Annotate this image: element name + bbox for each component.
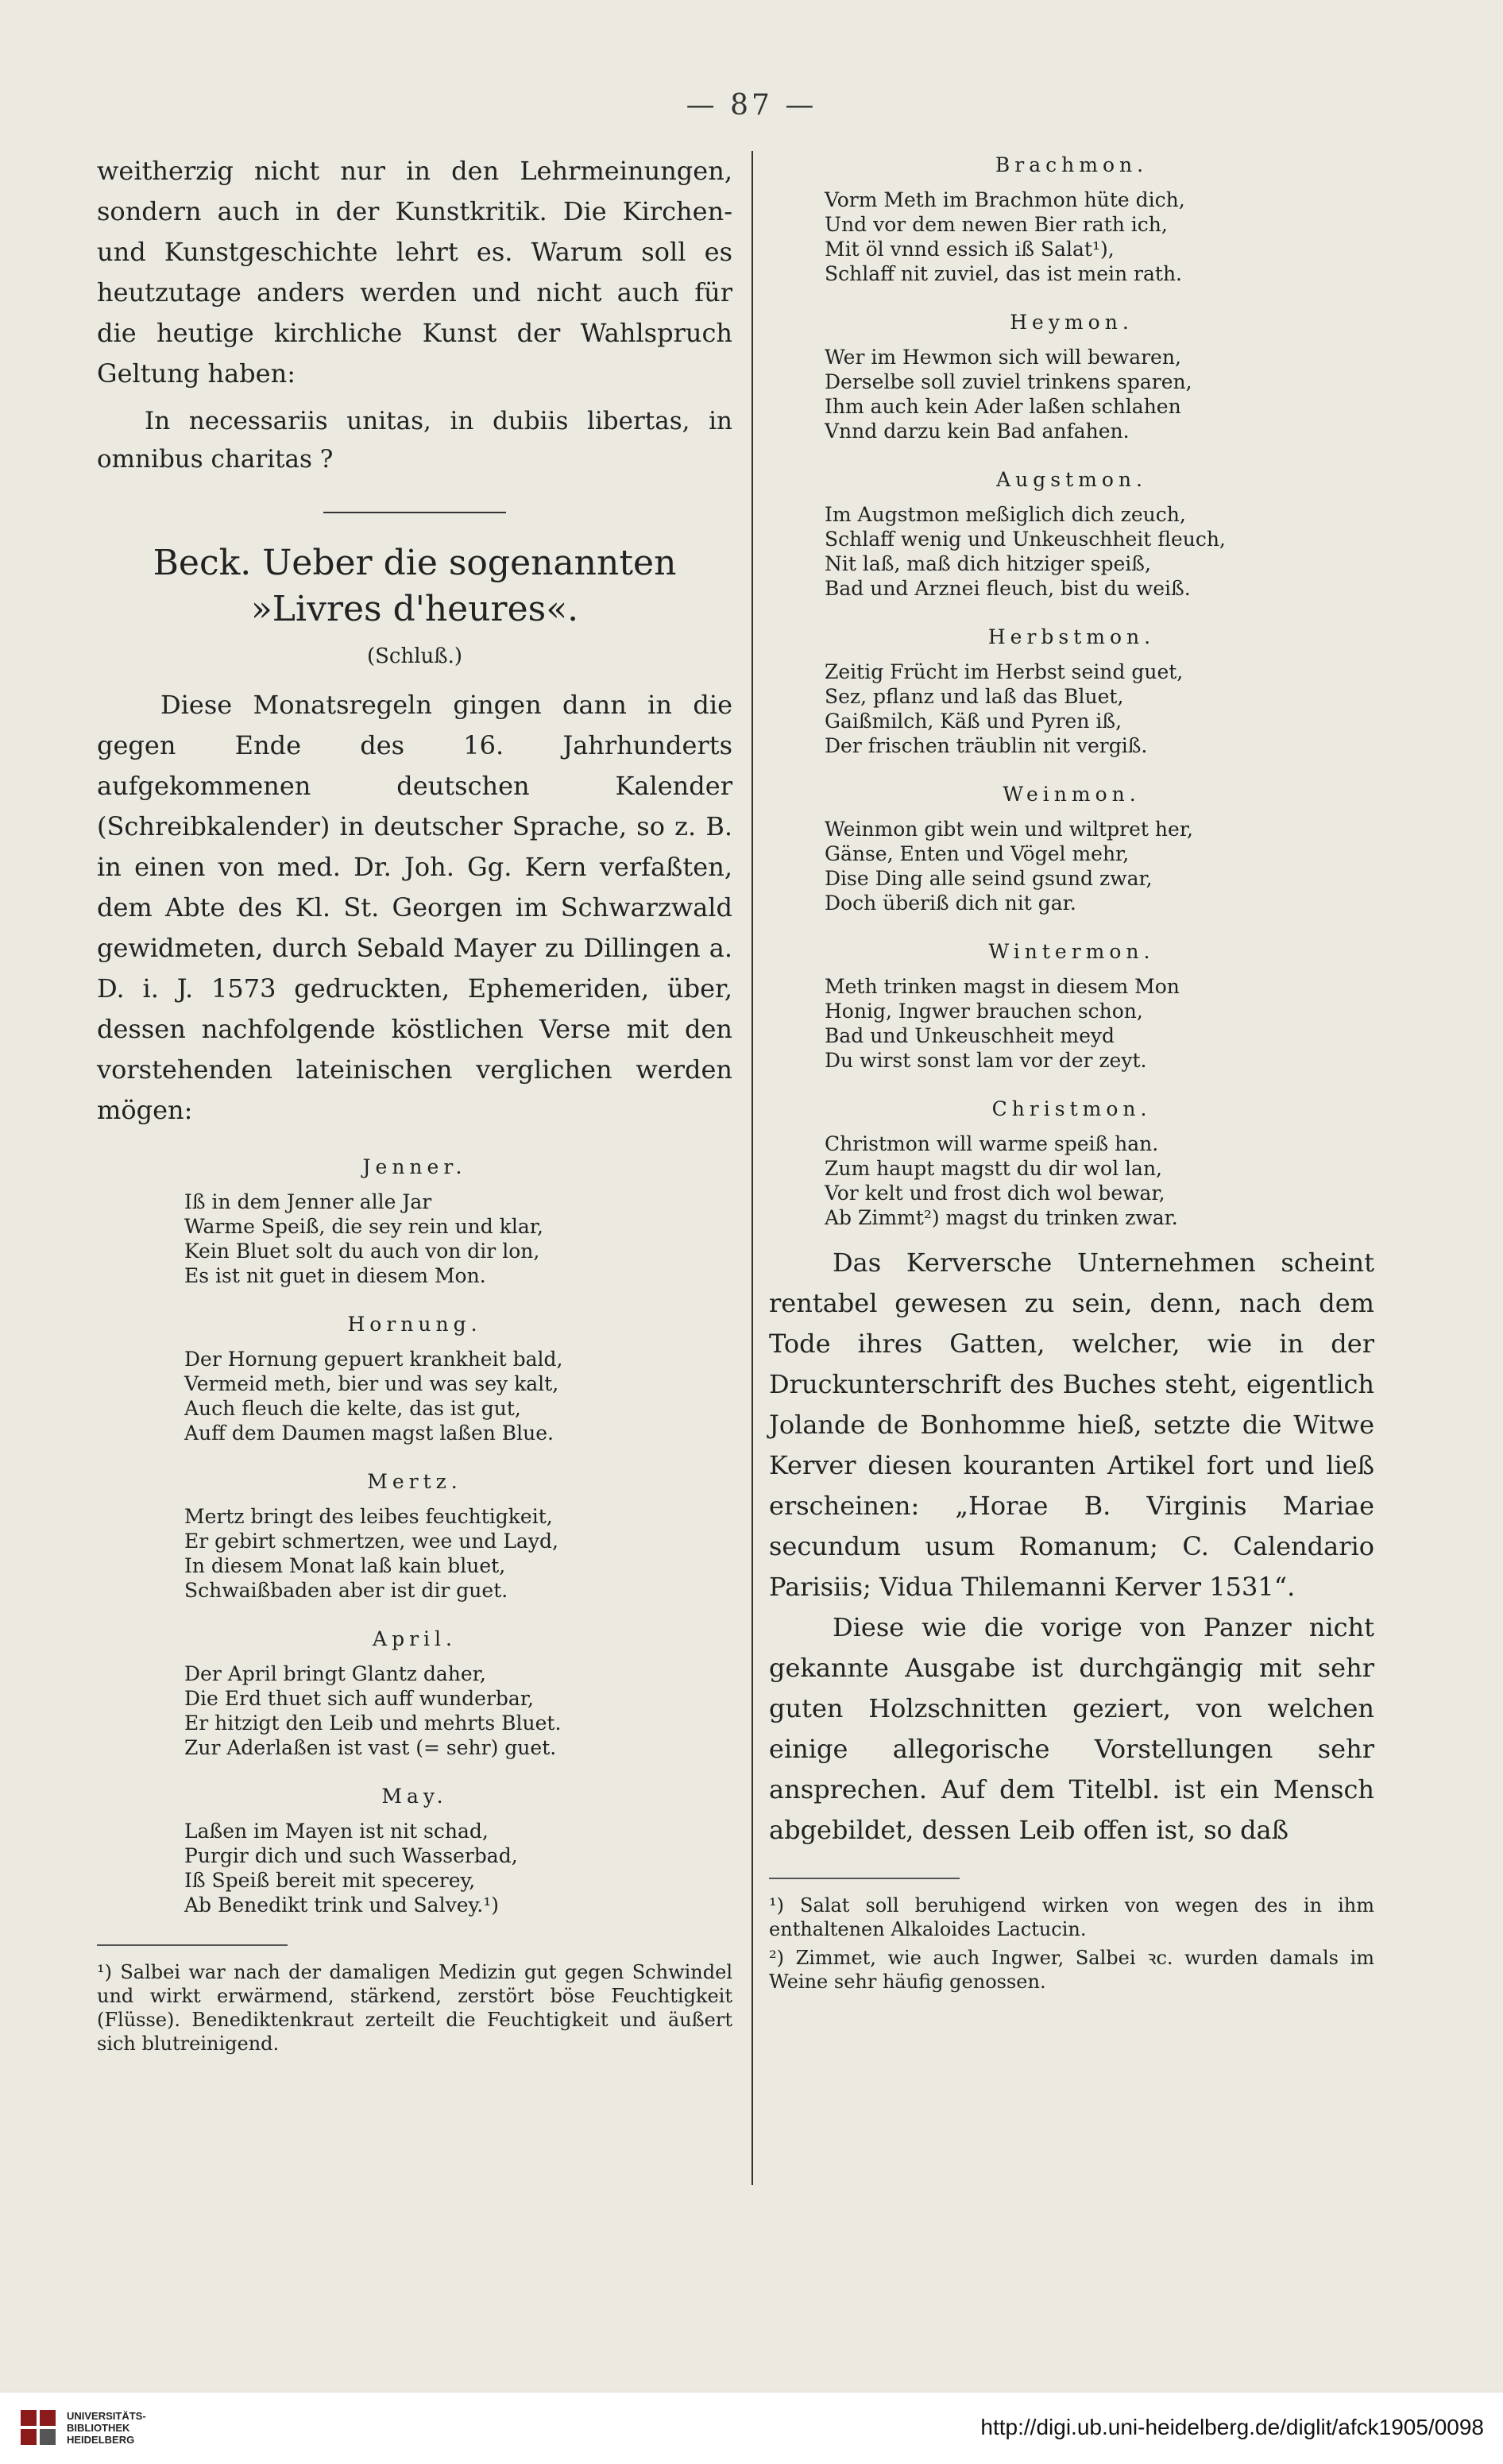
verse-line: Vorm Meth im Brachmon hüte dich, <box>825 188 1185 211</box>
verse-block <box>769 780 1374 915</box>
verse-title: May. <box>381 1785 448 1808</box>
verse-block <box>97 1310 732 1445</box>
verse-line: Ab Zimmt²) magst du trinken zwar. <box>825 1206 1178 1229</box>
verse-line: Purgir dich und such Wasserbad, <box>184 1844 518 1867</box>
verse-line: Zeitig Frücht im Herbst seind guet, <box>825 660 1184 683</box>
verse-line: Wer im Hewmon sich will bewaren, <box>825 346 1181 369</box>
verse-line: Vor kelt und frost dich wol bewar, <box>825 1182 1165 1205</box>
body-paragraph: Diese Monatsregeln gingen dann in die gegen Ende des 16. Jahrhunderts aufgekommenen deutschen Kalender (Schreibkalender) in deutscher Sprache, so z. B. in einen von med. Dr. Joh. Gg. Kern verfaßten, dem Abte des Kl. St. Georgen im Schwarzwald gewidmeten, durch Sebald Mayer zu Dillingen a. D. i. J. 1573 gedruckten, Ephemeriden, über, dessen nachfolgende köstlichen Verse mit den vorstehenden lateinischen verglichen werden mögen: <box>97 690 732 1125</box>
section-separator <box>323 512 506 513</box>
verse-line: Dise Ding alle seind gsund zwar, <box>825 867 1153 890</box>
logo-line: BIBLIOTHEK <box>67 2422 130 2434</box>
verse-block <box>97 1782 732 1917</box>
footer-bar <box>0 2392 1503 2464</box>
verse-title: Weinmon. <box>1003 783 1141 806</box>
verse-line: Er gebirt schmertzen, wee und Layd, <box>184 1530 558 1553</box>
verse-line: Zur Aderlaßen ist vast (= sehr) guet. <box>184 1736 557 1759</box>
source-url-link[interactable]: http://digi.ub.uni-heidelberg.de/diglit/afck1905/0098 <box>980 2415 1484 2439</box>
verse-title: Mertz. <box>367 1470 462 1493</box>
verse-line: Mertz bringt des leibes feuchtigkeit, <box>184 1505 553 1528</box>
body-paragraph: Diese wie die vorige von Panzer nicht gekannte Ausgabe ist durchgängig mit sehr guten Holzschnitten geziert, von welchen einige allegorische Vorstellungen sehr ansprechen. Auf dem Titelbl. ist ein Mensch abgebildet, dessen Leib offen ist, so daß <box>769 1612 1374 1845</box>
logo-line: UNIVERSITÄTS- <box>67 2410 146 2422</box>
verse-line: Warme Speiß, die sey rein und klar, <box>184 1215 543 1238</box>
verse-line: Ab Benedikt trink und Salvey.¹) <box>184 1893 500 1917</box>
verse-line: Es ist nit guet in diesem Mon. <box>184 1264 486 1287</box>
verse-line: In diesem Monat laß kain bluet, <box>184 1554 506 1577</box>
footnote: ²) Zimmet, wie auch Ingwer, Salbei ꝛc. wurden damals im Weine sehr häufig genossen. <box>769 1947 1374 1993</box>
verse-line: Schlaff wenig und Unkeuschheit fleuch, <box>825 528 1226 551</box>
verse-title: Augstmon. <box>996 468 1147 491</box>
latin-quote: In necessariis unitas, in dubiis libertas, in omnibus charitas ? <box>97 407 732 474</box>
verse-line: Iß in dem Jenner alle Jar <box>184 1190 432 1213</box>
verse-line: Der frischen träublin nit vergiß. <box>825 734 1148 757</box>
article-heading-line1: Beck. Ueber die sogenannten <box>153 543 677 583</box>
right-column <box>769 151 1374 1998</box>
verse-line: Gänse, Enten und Vögel mehr, <box>825 842 1130 865</box>
page-number: — 87 — <box>686 89 817 122</box>
verse-block <box>769 466 1374 601</box>
verse-line: Doch überiß dich nit gar. <box>825 892 1076 915</box>
article-heading-line2: »Livres d'heures«. <box>250 589 579 629</box>
verse-line: Meth trinken magst in diesem Mon <box>825 975 1180 998</box>
verse-line: Honig, Ingwer brauchen schon, <box>825 1000 1143 1023</box>
verse-line: Ihm auch kein Ader laßen schlahen <box>825 395 1181 418</box>
left-column <box>97 151 732 2060</box>
verse-line: Er hitzigt den Leib und mehrts Bluet. <box>184 1712 562 1735</box>
verse-line: Und vor dem newen Bier rath ich, <box>825 213 1168 236</box>
verse-line: Zum haupt magstt du dir wol lan, <box>825 1157 1162 1180</box>
verse-line: Vermeid meth, bier und was sey kalt, <box>184 1372 559 1395</box>
verse-line: Der April bringt Glantz daher, <box>184 1662 486 1685</box>
verse-line: Sez, pflanz und laß das Bluet, <box>825 685 1124 708</box>
verse-title: Herbstmon. <box>987 625 1156 648</box>
verse-block <box>769 151 1374 286</box>
verse-line: Bad und Unkeuschheit meyd <box>825 1024 1115 1047</box>
verse-block <box>769 1095 1374 1230</box>
library-logo-text <box>67 2410 146 2446</box>
verse-line: Iß Speiß bereit mit specerey, <box>184 1869 476 1892</box>
verse-line: Gaißmilch, Käß und Pyren iß, <box>825 710 1122 733</box>
footnote-separator <box>769 1878 960 1879</box>
verse-title: Heymon. <box>1010 311 1134 334</box>
verse-block <box>97 1153 732 1288</box>
verse-line: Laßen im Mayen ist nit schad, <box>184 1820 489 1843</box>
verse-line: Im Augstmon meßiglich dich zeuch, <box>825 503 1186 526</box>
intro-paragraph: weitherzig nicht nur in den Lehrmeinungen, sondern auch in der Kunstkritik. Die Kirchen- und Kunstgeschichte lehrt es. Warum soll es heutzutage anders werden und nicht auch für die heutige kirchliche Kunst der Wahlspruch Geltung haben: <box>97 156 732 389</box>
verse-line: Schlaff nit zuviel, das ist mein rath. <box>825 262 1182 285</box>
verse-line: Auch fleuch die kelte, das ist gut, <box>184 1397 521 1420</box>
verse-line: Nit laß, maß dich hitziger speiß, <box>825 552 1151 575</box>
verse-line: Die Erd thuet sich auff wunderbar, <box>184 1687 534 1710</box>
verse-line: Kein Bluet solt du auch von dir lon, <box>184 1240 540 1263</box>
verse-line: Mit öl vnnd essich iß Salat¹), <box>825 238 1115 261</box>
footnote: ¹) Salbei war nach der damaligen Medizin gut gegen Schwindel und wirkt erwärmend, stärkend, zerstört böse Feuchtigkeit (Flüsse). Benediktenkraut zerteilt die Feuchtigkeit und äußert sich blutreinigend. <box>97 1961 732 2055</box>
verse-line: Du wirst sonst lam vor der zeyt. <box>825 1049 1147 1072</box>
university-library-logo-icon <box>19 2408 57 2447</box>
verse-block <box>769 308 1374 443</box>
verse-title: Wintermon. <box>988 940 1155 963</box>
column-divider <box>752 151 753 2185</box>
footnote-separator <box>97 1944 288 1946</box>
logo-line: HEIDELBERG <box>67 2434 135 2446</box>
verse-line: Vnnd darzu kein Bad anfahen. <box>825 420 1130 443</box>
verse-line: Weinmon gibt wein und wiltpret her, <box>825 818 1193 841</box>
article-subheading: (Schluß.) <box>366 644 463 668</box>
verse-block <box>769 938 1374 1073</box>
verse-line: Der Hornung gepuert krankheit bald, <box>184 1348 563 1371</box>
footnote: ¹) Salat soll beruhigend wirken von wegen des in ihm enthaltenen Alkaloides Lactucin. <box>769 1894 1374 1940</box>
verse-line: Auff dem Daumen magst laßen Blue. <box>184 1422 554 1445</box>
verse-title: Brachmon. <box>995 153 1149 176</box>
verse-line: Bad und Arznei fleuch, bist du weiß. <box>825 577 1191 600</box>
verse-line: Derselbe soll zuviel trinkens sparen, <box>825 370 1192 393</box>
body-paragraph: Das Kerversche Unternehmen scheint rentabel gewesen zu sein, denn, nach dem Tode ihres Gatten, welcher, wie in der Druckunterschrift des Buches steht, eigentlich Jolande de Bonhomme hieß, setzte die Witwe Kerver diesen kouranten Artikel fort und ließ erscheinen: „Horae B. Virginis Mariae secundum usum Romanum; C. Calendario Parisiis; Vidua Thilemanni Kerver 1531“. <box>769 1247 1374 1602</box>
verse-title: Jenner. <box>362 1155 467 1178</box>
verse-block <box>97 1468 732 1603</box>
verse-line: Christmon will warme speiß han. <box>825 1132 1159 1155</box>
verse-line: Schwaißbaden aber ist dir guet. <box>184 1579 508 1602</box>
verse-title: Christmon. <box>991 1097 1152 1120</box>
verse-block <box>769 623 1374 758</box>
verse-block <box>97 1625 732 1760</box>
verse-title: April. <box>373 1627 457 1650</box>
verse-title: Hornung. <box>347 1313 482 1336</box>
